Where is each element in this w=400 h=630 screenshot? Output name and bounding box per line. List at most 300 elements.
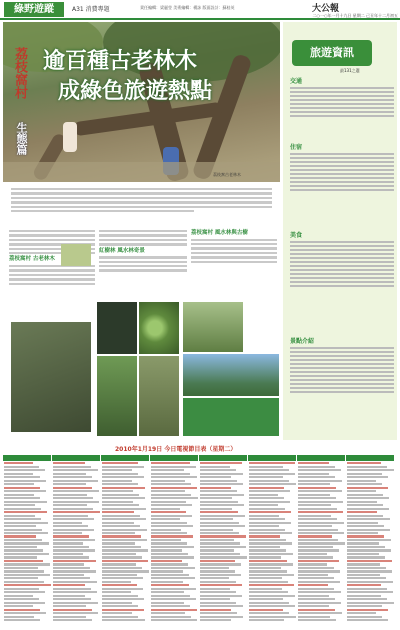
tv-program-row: [4, 497, 40, 499]
tv-program-row: [200, 501, 238, 503]
tv-program-row: [249, 542, 292, 544]
tv-program-row: [347, 539, 391, 541]
tv-program-row: [249, 616, 296, 618]
tv-program-row: [102, 522, 134, 524]
tv-program-row: [249, 469, 289, 471]
tv-program-row: [200, 535, 246, 537]
photo-tree-2: [139, 356, 179, 436]
tv-program-row: [347, 501, 377, 503]
tv-program-row: [347, 462, 381, 464]
section-label: 綠野遊蹤: [4, 2, 64, 17]
tv-program-row: [102, 497, 145, 499]
tv-program-row: [53, 609, 92, 611]
tv-program-row: [249, 609, 283, 611]
tv-program-row: [151, 605, 190, 607]
photo-tree-1: [97, 356, 137, 436]
sidebar-block-3: [290, 230, 394, 289]
tv-program-row: [102, 508, 146, 510]
tv-program-row: [53, 511, 100, 513]
tv-program-row: [102, 518, 146, 520]
tv-program-row: [298, 605, 329, 607]
tv-program-row: [249, 539, 286, 541]
sidebar-heading-4: 景點介紹: [290, 338, 315, 345]
tv-program-row: [4, 462, 33, 464]
tv-program-row: [4, 616, 34, 618]
tv-program-row: [200, 616, 243, 618]
tv-program-row: [4, 539, 42, 541]
tv-program-row: [151, 567, 195, 569]
tv-listing-header: [0, 444, 400, 453]
tv-program-row: [347, 508, 389, 510]
tv-program-row: [102, 469, 132, 471]
tv-program-row: [151, 487, 197, 489]
tv-program-row: [4, 490, 46, 492]
tv-program-row: [102, 504, 139, 506]
tv-program-row: [53, 515, 88, 517]
tv-program-row: [249, 522, 291, 524]
tv-program-row: [102, 581, 131, 583]
tv-program-row: [347, 605, 382, 607]
tv-program-row: [249, 518, 285, 520]
tv-program-row: [102, 539, 147, 541]
tv-program-row: [53, 494, 87, 496]
tv-program-row: [4, 525, 36, 527]
tv-program-row: [4, 619, 40, 621]
tv-program-row: [347, 504, 383, 506]
body-column-1: [9, 228, 95, 320]
tv-program-row: [151, 480, 185, 482]
tv-program-row: [249, 480, 289, 482]
tv-program-row: [4, 609, 40, 611]
tv-program-row: [151, 490, 185, 492]
tv-program-row: [102, 612, 132, 614]
newspaper-brand: 大公報: [312, 4, 340, 14]
tv-program-row: [151, 584, 189, 586]
tv-program-row: [347, 616, 382, 618]
tv-program-row: [200, 476, 231, 478]
hero-caption: 荔枝窩古老林木: [213, 172, 241, 177]
tv-program-row: [102, 560, 148, 562]
tv-program-row: [298, 501, 343, 503]
tv-program-row: [249, 466, 283, 468]
tv-program-row: [347, 577, 386, 579]
tv-program-row: [200, 588, 230, 590]
sidebar-heading-2: 住宿: [290, 144, 303, 151]
tv-program-row: [151, 476, 197, 478]
tv-program-row: [53, 546, 89, 548]
tv-program-row: [151, 504, 192, 506]
column-heading: 荔枝窩村 風水林與古樹: [191, 230, 248, 236]
tv-program-row: [102, 567, 142, 569]
tv-program-row: [4, 483, 34, 485]
tv-program-row: [347, 546, 385, 548]
tv-program-row: [151, 609, 197, 611]
tv-program-row: [347, 584, 381, 586]
photo-village: [11, 322, 91, 432]
tv-program-row: [249, 490, 290, 492]
tv-program-row: [298, 504, 331, 506]
tv-program-row: [347, 581, 393, 583]
tv-program-row: [102, 553, 136, 555]
tv-program-row: [298, 570, 340, 572]
tv-program-row: [298, 511, 343, 513]
tv-program-row: [53, 473, 86, 475]
tv-program-row: [347, 612, 376, 614]
headline-line-1: 逾百種古老林木: [43, 48, 198, 74]
tv-program-row: [151, 483, 191, 485]
tv-program-row: [200, 466, 230, 468]
tv-program-row: [249, 511, 291, 513]
tv-program-row: [347, 563, 380, 565]
tv-program-row: [53, 539, 95, 541]
tv-program-row: [347, 522, 378, 524]
tv-program-row: [347, 487, 388, 489]
side-heading-1: 荔枝窩村 古老林木: [9, 256, 55, 263]
tv-program-row: [249, 504, 278, 506]
tv-program-row: [200, 549, 234, 551]
tv-program-row: [249, 546, 280, 548]
tv-program-row: [200, 560, 235, 562]
tv-program-row: [53, 619, 92, 621]
tv-channel-column: [3, 455, 51, 627]
tv-program-row: [102, 483, 138, 485]
tv-channel-column: [248, 455, 296, 627]
tv-program-row: [151, 612, 185, 614]
tv-program-row: [200, 556, 247, 558]
tv-program-row: [102, 466, 144, 468]
tv-program-row: [347, 518, 390, 520]
tv-program-row: [249, 473, 295, 475]
tv-program-row: [102, 487, 145, 489]
tv-program-row: [347, 602, 394, 604]
tv-program-row: [298, 469, 341, 471]
tv-program-row: [53, 598, 91, 600]
tv-program-row: [151, 595, 190, 597]
tv-program-row: [4, 494, 34, 496]
tv-program-row: [102, 501, 133, 503]
tv-program-row: [200, 598, 230, 600]
tv-program-row: [53, 487, 92, 489]
tv-program-row: [151, 574, 189, 576]
tv-program-row: [298, 515, 331, 517]
tv-program-row: [4, 612, 46, 614]
editor-info: 責任編輯：梁麗瑩 美術編輯：楊詠 版面設計：蘇桂英: [140, 5, 235, 10]
tv-program-row: [200, 567, 229, 569]
tv-program-row: [249, 525, 279, 527]
tv-program-row: [200, 525, 245, 527]
side-heading-2: 紅樹林 風水林奇景: [99, 247, 145, 254]
tv-program-row: [102, 490, 133, 492]
tv-program-row: [102, 619, 145, 621]
tv-program-row: [53, 584, 85, 586]
tv-program-row: [102, 480, 132, 482]
sidebar-title: 旅遊資訊: [292, 40, 372, 66]
tv-program-row: [347, 529, 390, 531]
tv-program-row: [298, 584, 328, 586]
tv-program-row: [53, 501, 99, 503]
tv-program-row: [151, 546, 194, 548]
tv-program-row: [249, 483, 296, 485]
tv-program-row: [249, 581, 288, 583]
tv-program-row: [102, 605, 138, 607]
tv-program-row: [151, 556, 194, 558]
tv-program-row: [298, 487, 336, 489]
tv-program-row: [347, 619, 388, 621]
tv-program-row: [347, 476, 388, 478]
tv-program-row: [53, 574, 84, 576]
tv-program-row: [151, 553, 188, 555]
tv-program-row: [4, 581, 44, 583]
tv-program-row: [347, 515, 383, 517]
tv-program-row: [200, 522, 239, 524]
tv-program-row: [200, 532, 239, 534]
tv-program-row: [298, 612, 342, 614]
tv-program-row: [4, 563, 50, 565]
tv-program-row: [151, 616, 191, 618]
tv-program-row: [4, 508, 41, 510]
tv-program-row: [200, 553, 240, 555]
tv-program-row: [347, 497, 389, 499]
tv-program-row: [298, 535, 332, 537]
tv-program-row: [151, 522, 187, 524]
tv-program-row: [200, 518, 233, 520]
tv-program-row: [4, 515, 35, 517]
tv-program-row: [4, 602, 45, 604]
tv-program-row: [347, 525, 384, 527]
tv-program-row: [200, 508, 232, 510]
sidebar-block-1: [290, 76, 394, 119]
tv-program-row: [298, 539, 338, 541]
tv-program-row: [347, 483, 382, 485]
tv-program-row: [249, 494, 278, 496]
tv-program-row: [102, 473, 138, 475]
tv-program-row: [53, 588, 91, 590]
tv-program-row: [249, 591, 288, 593]
tv-program-row: [347, 549, 391, 551]
tv-program-row: [4, 473, 33, 475]
tv-program-row: [53, 549, 95, 551]
tv-program-row: [347, 609, 388, 611]
tv-program-row: [298, 602, 341, 604]
tv-program-row: [102, 616, 138, 618]
tv-program-row: [53, 556, 89, 558]
tv-program-row: [298, 591, 341, 593]
tv-program-row: [4, 487, 40, 489]
tv-program-row: [151, 518, 180, 520]
tv-program-row: [200, 515, 245, 517]
tv-program-row: [200, 473, 243, 475]
tv-program-row: [200, 462, 242, 464]
tv-program-row: [298, 598, 335, 600]
tv-program-row: [298, 529, 338, 531]
tv-program-row: [151, 511, 186, 513]
sidebar-heading-3: 美食: [290, 232, 303, 239]
tv-program-row: [347, 553, 379, 555]
tv-program-row: [4, 549, 43, 551]
tv-program-row: [200, 570, 235, 572]
tv-program-row: [347, 560, 392, 562]
tv-program-row: [102, 462, 138, 464]
tv-program-row: [4, 570, 44, 572]
tv-program-row: [53, 567, 90, 569]
tv-program-row: [53, 508, 93, 510]
tv-program-row: [53, 605, 86, 607]
tv-channel-column: [101, 455, 149, 627]
tv-program-row: [347, 570, 392, 572]
tv-program-row: [102, 584, 137, 586]
tv-program-row: [53, 616, 86, 618]
tv-program-row: [298, 556, 333, 558]
tv-program-row: [4, 553, 49, 555]
tv-program-row: [53, 466, 91, 468]
tv-program-row: [347, 466, 387, 468]
sub-heading: 生態篇: [15, 122, 28, 155]
tv-program-row: [298, 480, 342, 482]
tv-program-row: [200, 511, 238, 513]
tv-program-row: [102, 591, 131, 593]
headline-line-2: 成綠色旅遊熱點: [58, 78, 213, 104]
tv-program-row: [249, 553, 293, 555]
tv-program-row: [200, 609, 231, 611]
tv-program-row: [4, 511, 47, 513]
body-column-2: [99, 228, 187, 298]
tv-program-row: [4, 591, 45, 593]
sidebar-subtitle: 最131之選: [340, 68, 360, 73]
tv-program-row: [53, 462, 85, 464]
tv-program-row: [151, 535, 193, 537]
tv-program-row: [298, 563, 327, 565]
tv-program-row: [151, 515, 192, 517]
tv-program-row: [249, 487, 284, 489]
tv-program-row: [298, 466, 335, 468]
tv-program-row: [151, 532, 187, 534]
tv-program-row: [53, 469, 98, 471]
tv-program-row: [151, 563, 188, 565]
tv-program-row: [151, 494, 191, 496]
tv-program-row: [53, 518, 94, 520]
lead-paragraph: [3, 186, 280, 226]
tv-program-row: [102, 546, 141, 548]
tv-program-row: [4, 529, 42, 531]
page-header: [0, 0, 400, 20]
tv-program-row: [102, 529, 147, 531]
tv-program-row: [200, 581, 236, 583]
tv-program-row: [200, 494, 244, 496]
tv-channel-column: [346, 455, 394, 627]
tv-program-row: [53, 504, 87, 506]
tv-program-row: [102, 476, 144, 478]
tv-program-row: [53, 591, 97, 593]
tv-program-row: [347, 588, 387, 590]
tv-listing-title: 2010年1月19日 今日電視節目表（星期二）: [115, 446, 237, 453]
tv-program-row: [249, 602, 289, 604]
tv-program-row: [4, 466, 39, 468]
tv-program-row: [249, 497, 284, 499]
tv-program-row: [102, 563, 136, 565]
tv-program-row: [249, 529, 285, 531]
page-number: A31 消費專題: [72, 6, 110, 13]
tv-program-row: [200, 487, 231, 489]
tv-program-row: [298, 609, 335, 611]
tv-program-row: [298, 581, 340, 583]
tv-program-row: [102, 535, 141, 537]
tv-program-row: [102, 532, 135, 534]
tv-program-row: [298, 490, 342, 492]
tv-program-row: [298, 588, 334, 590]
tv-program-row: [4, 476, 40, 478]
tv-program-row: [151, 542, 187, 544]
tv-program-row: [298, 595, 329, 597]
tv-program-row: [298, 619, 336, 621]
tv-program-row: [249, 577, 282, 579]
body-column-3: [191, 228, 277, 298]
photo-small: [61, 244, 91, 266]
tv-program-row: [4, 546, 37, 548]
tv-program-row: [151, 508, 180, 510]
tv-program-row: [347, 511, 377, 513]
tv-program-row: [4, 595, 33, 597]
tv-program-row: [102, 556, 142, 558]
tv-program-row: [249, 563, 293, 565]
tv-program-row: [102, 577, 143, 579]
photo-forest-dark: [97, 302, 137, 354]
photo-fruit: [139, 302, 179, 354]
tv-program-row: [53, 570, 96, 572]
tv-program-row: [347, 567, 386, 569]
tv-program-row: [53, 553, 83, 555]
tv-program-row: [200, 497, 232, 499]
tv-program-row: [347, 595, 381, 597]
tv-program-row: [102, 588, 143, 590]
tv-program-row: [347, 542, 379, 544]
tv-program-row: [347, 591, 393, 593]
tv-program-row: [298, 577, 334, 579]
tv-program-row: [347, 494, 383, 496]
tv-listing-grid: [3, 455, 397, 627]
photo-landscape: [183, 354, 279, 396]
tv-program-row: [298, 508, 337, 510]
tv-program-row: [102, 515, 140, 517]
tv-program-row: [298, 560, 339, 562]
tv-program-row: [200, 605, 243, 607]
tv-program-row: [151, 588, 196, 590]
tv-program-row: [53, 602, 98, 604]
tv-program-row: [151, 570, 183, 572]
issue-date: 二○一○年一月十九日 星期二 己丑年十二月初五: [312, 13, 398, 18]
tv-program-row: [298, 574, 328, 576]
tv-program-row: [249, 501, 290, 503]
tv-program-row: [151, 549, 182, 551]
tv-program-row: [200, 591, 236, 593]
tv-program-row: [53, 490, 99, 492]
tv-program-row: [53, 529, 94, 531]
tv-program-row: [347, 574, 380, 576]
tv-program-row: [151, 577, 195, 579]
tv-program-row: [200, 546, 246, 548]
tv-program-row: [151, 466, 196, 468]
tv-program-row: [53, 483, 86, 485]
tv-program-row: [200, 563, 241, 565]
tv-program-row: [102, 609, 144, 611]
tv-program-row: [249, 532, 292, 534]
tv-program-row: [200, 612, 237, 614]
tv-program-row: [102, 598, 144, 600]
tv-program-row: [151, 469, 184, 471]
tv-program-row: [151, 591, 184, 593]
tv-program-row: [4, 480, 46, 482]
tv-program-row: [151, 525, 193, 527]
tv-program-row: [249, 515, 279, 517]
